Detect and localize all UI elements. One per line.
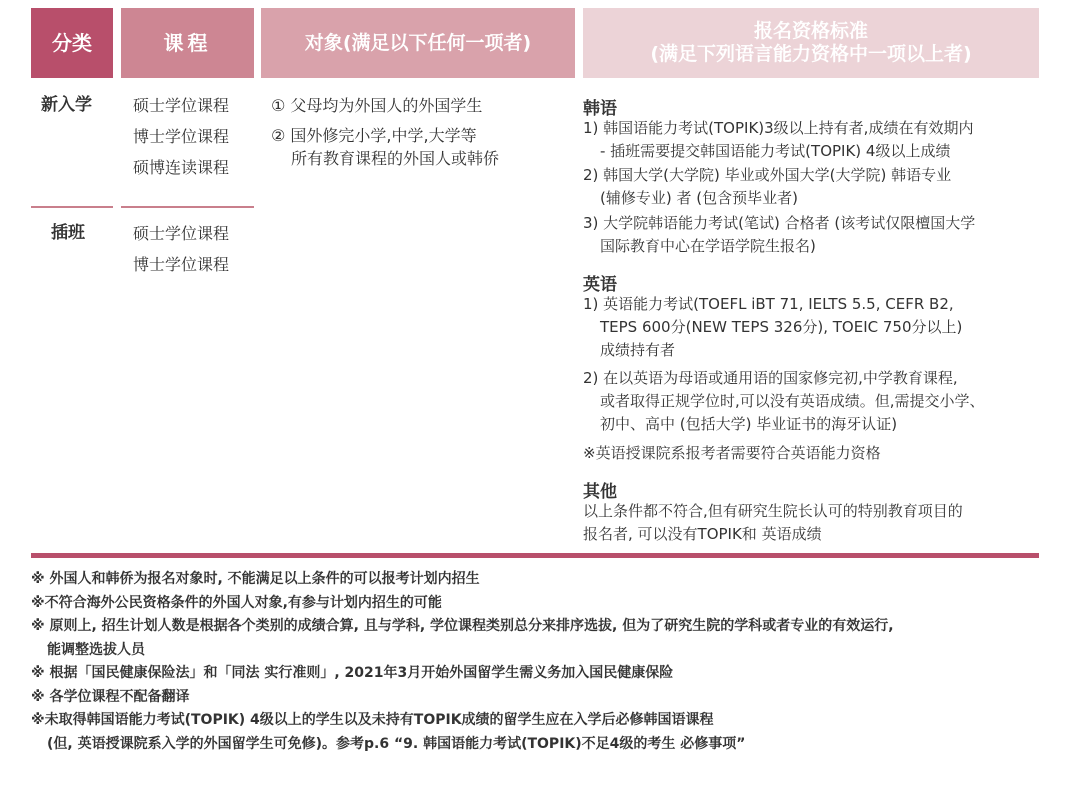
req-line: 初中、高中 (包括大学) 毕业证书的海牙认证) [600, 415, 898, 433]
category-transfer: 插班 [51, 223, 85, 243]
course-item: 硕士学位课程 [133, 96, 230, 115]
row-divider [121, 206, 254, 208]
header-category [31, 8, 113, 78]
req-line: 2) 在以英语为母语或通用语的国家修完初,中学教育课程, [583, 369, 958, 387]
row-divider [31, 206, 113, 208]
req-line: 2) 韩国大学(大学院) 毕业或外国大学(大学院) 韩语专业 [583, 166, 952, 184]
req-line: 1) 英语能力考试(TOEFL iBT 71, IELTS 5.5, CEFR B2, [583, 295, 954, 313]
header-category-label: 分类 [52, 31, 92, 55]
header-criteria [583, 8, 1039, 78]
course-item: 硕士学位课程 [133, 224, 230, 243]
footnotes [31, 568, 894, 756]
footnote: ※ 外国人和韩侨为报名对象时, 不能满足以上条件的可以报考计划内招生 [31, 571, 480, 587]
course-item: 博士学位课程 [133, 255, 230, 274]
footnote: (但, 英语授课院系入学的外国留学生可免修)。参考p.6 “9. 韩国语能力考试(TOPIK)不足4级的考生 必修事项” [47, 735, 746, 752]
footnote: ※不符合海外公民资格条件的外国人对象,有参与计划内招生的可能 [31, 594, 442, 611]
req-line: 报名者, 可以没有TOPIK和 英语成绩 [583, 525, 822, 543]
req-line: 国际教育中心在学语学院生报名) [600, 237, 816, 255]
bottom-divider [31, 553, 1039, 558]
req-line: TEPS 600分(NEW TEPS 326分), TOEIC 750分以上) [600, 318, 963, 336]
course-item: 博士学位课程 [133, 127, 230, 146]
req-line: (辅修专业) 者 (包含预毕业者) [600, 189, 798, 207]
korean-item-3 [583, 212, 975, 258]
footnote: ※ 各学位课程不配备翻译 [31, 688, 190, 705]
req-line: - 插班需要提交韩国语能力考试(TOPIK) 4级以上成绩 [600, 142, 951, 160]
header-target-label: 对象(满足以下任何一项者) [304, 31, 532, 54]
header-criteria-line2: (满足下列语言能力资格中一项以上者) [650, 43, 972, 65]
other-content [583, 500, 963, 546]
target-line: 所有教育课程的外国人或韩侨 [291, 149, 500, 168]
footnote: ※ 原则上, 招生计划人数是根据各个类别的成绩合算, 且与学科, 学位课程类别总分来排序选拔, 但为了研究生院的学科或者专业的有效运行, [31, 618, 894, 634]
footnote: ※ 根据「国民健康保险法」和「同法 实行准则」, 2021年3月开始外国留学生需义务加入国民健康保险 [31, 665, 674, 681]
category-new-admission: 新入学 [41, 95, 92, 115]
target-line: ② 国外修完小学,中学,大学等 [271, 126, 477, 145]
header-course-label: 课程 [163, 31, 212, 55]
target-item-2 [271, 124, 499, 170]
footnote: ※未取得韩国语能力考试(TOPIK) 4级以上的学生以及未持有TOPIK成绩的留学生应在入学后必修韩国语课程 [31, 712, 714, 728]
footnote: 能调整选拔人员 [47, 641, 145, 658]
section-other-title: 其他 [583, 482, 617, 502]
english-note [583, 442, 881, 465]
english-item-1 [583, 293, 962, 362]
course-list-new [133, 90, 229, 183]
req-line: 1) 韩国语能力考试(TOPIK)3级以上持有者,成绩在有效期内 [583, 119, 974, 137]
req-line: 或者取得正规学位时,可以没有英语成绩。但,需提交小学、 [600, 392, 985, 410]
header-criteria-line1: 报名资格标准 [753, 20, 868, 43]
course-item: 硕博连读课程 [133, 158, 230, 177]
req-line: 以上条件都不符合,但有研究生院长认可的特别教育项目的 [583, 502, 963, 520]
section-korean-title: 韩语 [583, 99, 617, 119]
req-line: 3) 大学院韩语能力考试(笔试) 合格者 (该考试仅限檀国大学 [583, 214, 976, 232]
target-item-1 [271, 94, 482, 117]
req-line: 成绩持有者 [600, 341, 676, 359]
course-list-transfer [133, 218, 229, 280]
header-course [121, 8, 254, 78]
req-line: ※英语授课院系报考者需要符合英语能力资格 [583, 444, 881, 462]
section-english-title: 英语 [583, 275, 617, 295]
english-item-2 [583, 367, 985, 436]
header-target [261, 8, 575, 78]
target-line: ① 父母均为外国人的外国学生 [271, 96, 483, 115]
korean-item-1 [583, 117, 973, 163]
korean-item-2 [583, 164, 951, 210]
